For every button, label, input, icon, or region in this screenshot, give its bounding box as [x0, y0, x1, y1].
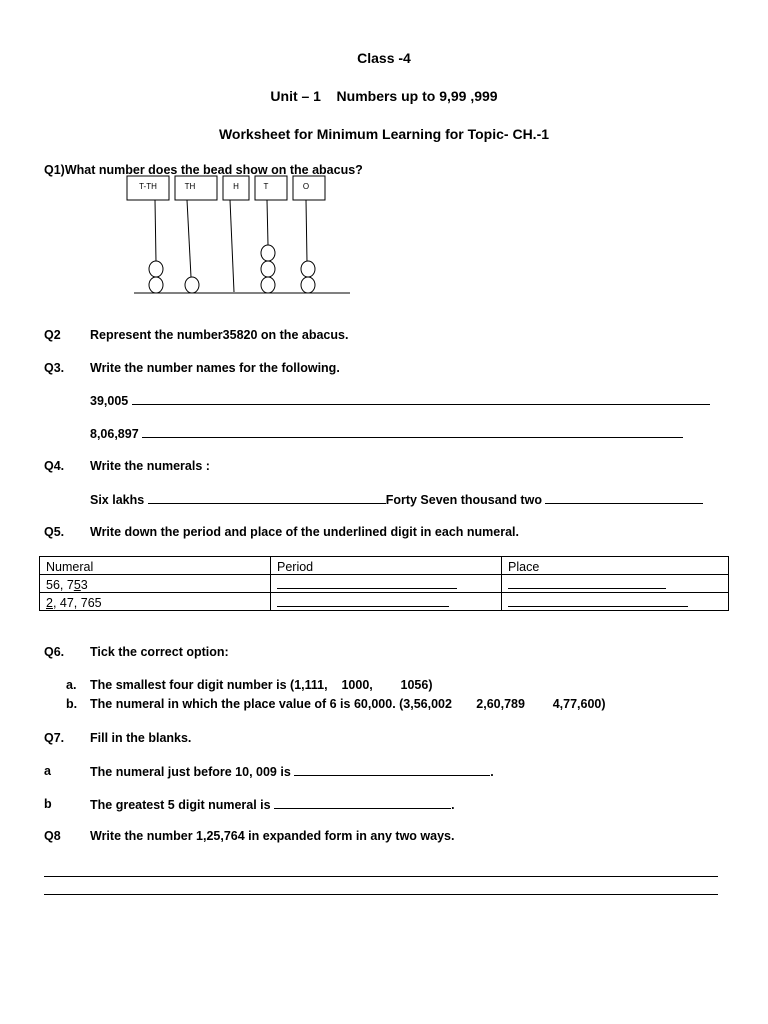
rod-label-o: O	[302, 182, 310, 191]
q4-text: Write the numerals :	[90, 459, 210, 473]
q6-b-marker: b.	[66, 697, 78, 711]
header-period: Period	[271, 557, 502, 575]
q2-text: Represent the number35820 on the abacus.	[90, 328, 349, 342]
class-title: Class -4	[357, 50, 411, 66]
q7-a-marker: a	[44, 764, 51, 778]
q2-number: Q2	[44, 328, 61, 342]
q6-number: Q6.	[44, 645, 65, 659]
rod-label-tth: T-TH	[139, 182, 157, 191]
q6-option-b: The numeral in which the place value of 6 is 60,000. (3,56,002 2,60,789 4,77,600)	[90, 697, 606, 711]
rod-label-th: TH	[184, 182, 196, 191]
q8-number: Q8	[44, 829, 61, 843]
header-numeral: Numeral	[40, 557, 271, 575]
bead	[261, 261, 275, 277]
q7-number: Q7.	[44, 731, 65, 745]
period-blank[interactable]	[277, 596, 449, 607]
q8-text: Write the number 1,25,764 in expanded form in any two ways.	[90, 829, 455, 843]
q7-text: Fill in the blanks.	[90, 731, 192, 745]
q3-item-1: 39,005	[90, 393, 710, 408]
q4-items: Six lakhs Forty Seven thousand two	[90, 492, 703, 507]
q3-text: Write the number names for the following.	[90, 361, 340, 375]
q3-number: Q3.	[44, 361, 65, 375]
abacus-rod-t	[255, 176, 287, 293]
abacus-rod-o	[293, 176, 325, 293]
period-place-table	[39, 556, 729, 611]
q1-text: Q1)What number does the bead show on the abacus?	[44, 163, 363, 177]
answer-blank[interactable]	[142, 426, 683, 438]
header-place: Place	[502, 557, 729, 575]
q7-item-b: The greatest 5 digit numeral is .	[90, 798, 455, 812]
table-row	[40, 575, 729, 593]
q5-number: Q5.	[44, 525, 65, 539]
table-header-row	[40, 557, 729, 575]
q3-item-2: 8,06,897	[90, 426, 683, 441]
rod-label-t: T	[263, 182, 269, 191]
numeral-cell: 2, 47, 765	[40, 593, 271, 611]
answer-blank[interactable]	[274, 797, 451, 809]
place-blank[interactable]	[508, 596, 688, 607]
bead	[149, 261, 163, 277]
answer-line[interactable]	[44, 894, 718, 895]
abacus-rod-tth	[127, 176, 169, 293]
bead	[301, 261, 315, 277]
answer-line[interactable]	[44, 876, 718, 877]
numeral-cell: 56, 753	[40, 575, 271, 593]
bead	[185, 277, 199, 293]
q7-item-a: The numeral just before 10, 009 is .	[90, 765, 494, 779]
answer-blank[interactable]	[132, 393, 710, 405]
abacus-rod-th	[175, 176, 217, 293]
bead	[261, 277, 275, 293]
q6-a-marker: a.	[66, 678, 77, 692]
answer-blank[interactable]	[294, 764, 490, 776]
answer-blank[interactable]	[148, 492, 386, 504]
bead	[149, 277, 163, 293]
bead	[301, 277, 315, 293]
q5-text: Write down the period and place of the underlined digit in each numeral.	[90, 525, 519, 539]
unit-title: Unit – 1 Numbers up to 9,99 ,999	[270, 88, 498, 104]
bead	[261, 245, 275, 261]
rod-label-h: H	[233, 182, 239, 191]
q4-number: Q4.	[44, 459, 65, 473]
table-row	[40, 593, 729, 611]
answer-blank[interactable]	[545, 492, 703, 504]
abacus-rod-h	[223, 176, 249, 292]
worksheet-title: Worksheet for Minimum Learning for Topic- CH.-1	[218, 126, 550, 142]
abacus-diagram	[0, 0, 768, 300]
place-blank[interactable]	[508, 578, 666, 589]
period-blank[interactable]	[277, 578, 457, 589]
q6-text: Tick the correct option:	[90, 645, 229, 659]
q6-option-a: The smallest four digit number is (1,111, 1000, 1056)	[90, 678, 433, 692]
q7-b-marker: b	[44, 797, 52, 811]
